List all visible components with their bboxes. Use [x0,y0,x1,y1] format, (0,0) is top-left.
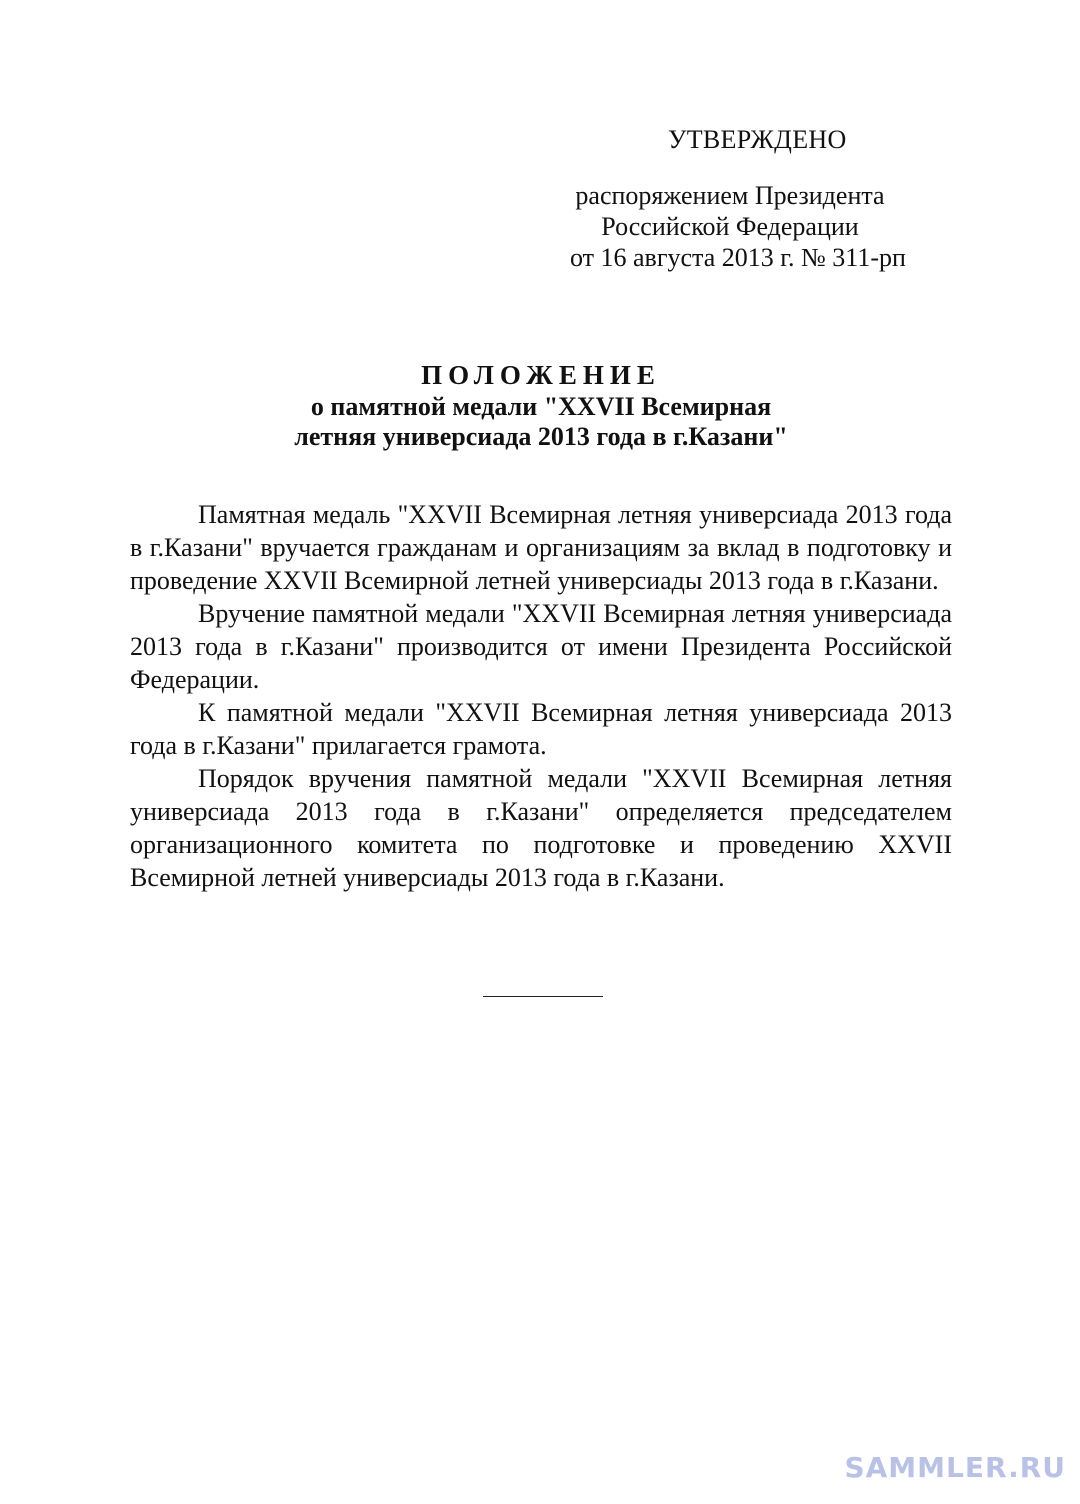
paragraph: К памятной медали "XXVII Всемирная летняя универсиада 2013 года в г.Казани" прилагается грамота. [130,698,952,760]
document-subtitle-line-1: о памятной медали "XXVII Всемирная [310,392,772,421]
end-divider [483,996,603,997]
approved-heading: УТВЕРЖДЕНО [668,125,847,154]
document-title-block [130,360,952,452]
approval-block [560,125,960,273]
approval-reference [570,180,906,273]
approval-line-2: Российской Федерации [601,212,859,241]
approval-line-3: от 16 августа 2013 г. № 311-рп [570,243,906,272]
paragraph: Порядок вручения памятной медали "XXVII Всемирная летняя универсиада 2013 года в г.Казани" определяется председателем организационного комитета по подготовке и проведению XXVII Всемирной летней универсиады 2013 года в г.Казани. [130,764,952,892]
document-subtitle-line-2: летняя универсиада 2013 года в г.Казани" [294,422,788,451]
paragraph: Памятная медаль "XXVII Всемирная летняя универсиада 2013 года в г.Казани" вручается гражданам и организациям за вклад в подготовку и проведение XXVII Всемирной летней универсиады 2013 года в г.Казани. [130,500,952,595]
document-body [130,498,952,894]
document-title: ПОЛОЖЕНИЕ [421,360,661,390]
watermark: SAMMLER.RU [844,1451,1066,1484]
approval-line-1: распоряжением Президента [575,181,885,210]
paragraph: Вручение памятной медали "XXVII Всемирная летняя универсиада 2013 года в г.Казани" производится от имени Президента Российской Федерации. [130,599,952,694]
